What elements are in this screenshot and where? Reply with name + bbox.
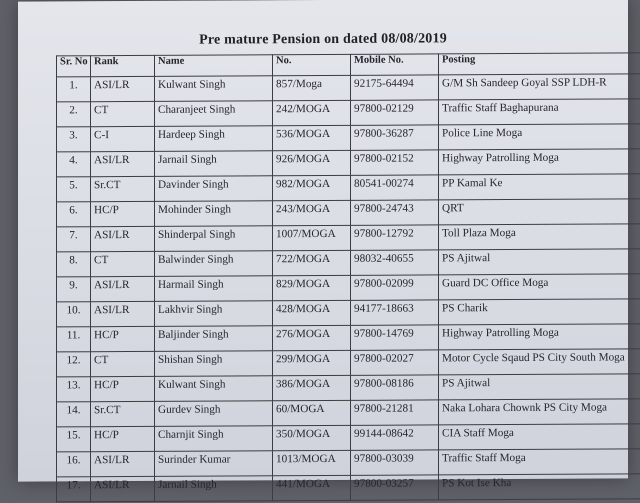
- cell-name: Shishan Singh: [155, 351, 273, 377]
- cell-number: 857/Moga: [273, 75, 351, 100]
- cell-rank: CT: [91, 101, 155, 126]
- cell-number: 926/MOGA: [273, 150, 351, 175]
- cell-posting: Highway Patrolling Moga: [439, 324, 640, 350]
- cell-sr-no: 10.: [57, 302, 91, 327]
- cell-posting: PS Ajitwal: [439, 249, 640, 275]
- table-row: [57, 374, 640, 402]
- header-name: Name: [155, 55, 273, 77]
- cell-mobile: 92175-64494: [351, 75, 439, 100]
- cell-rank: Sr.CT: [91, 401, 155, 426]
- pension-table: [56, 52, 640, 502]
- cell-rank: ASI/LR: [91, 76, 155, 101]
- cell-number: 536/MOGA: [273, 125, 351, 150]
- cell-posting: PS Charik: [439, 299, 640, 325]
- cell-name: Surinder Kumar: [155, 451, 273, 477]
- cell-name: Davinder Singh: [155, 176, 273, 202]
- cell-posting: PS Ajitwal: [439, 374, 640, 400]
- cell-name: Shinderpal Singh: [155, 226, 273, 252]
- cell-sr-no: 12.: [57, 352, 91, 377]
- cell-posting: Traffic Staff Moga: [439, 449, 640, 475]
- cell-posting: Traffic Staff Baghapurana: [439, 99, 640, 125]
- cell-name: Lakhvir Singh: [155, 301, 273, 327]
- cell-number: 428/MOGA: [273, 300, 351, 325]
- document-page: [18, 0, 628, 482]
- cell-rank: ASI/LR: [91, 451, 155, 476]
- cell-sr-no: 4.: [57, 152, 91, 177]
- cell-posting: CIA Staff Moga: [439, 424, 640, 450]
- header-mobile: Mobile No.: [351, 54, 439, 75]
- cell-number: 1013/MOGA: [273, 450, 351, 475]
- table-row: [57, 99, 640, 127]
- cell-number: 1007/MOGA: [273, 225, 351, 250]
- cell-rank: ASI/LR: [91, 151, 155, 176]
- cell-mobile: 97800-24743: [351, 200, 439, 225]
- cell-posting: PP Kamal Ke: [439, 174, 640, 200]
- cell-posting: G/M Sh Sandeep Goyal SSP LDH-R: [439, 74, 640, 100]
- cell-name: Balwinder Singh: [155, 251, 273, 277]
- table-row: [57, 274, 640, 302]
- cell-name: Gurdev Singh: [155, 401, 273, 427]
- cell-number: 242/MOGA: [273, 100, 351, 125]
- cell-name: Jarnail Singh: [155, 476, 273, 502]
- cell-number: 60/MOGA: [273, 400, 351, 425]
- cell-rank: Sr.CT: [91, 176, 155, 201]
- cell-number: 299/MOGA: [273, 350, 351, 375]
- cell-number: 276/MOGA: [273, 325, 351, 350]
- cell-sr-no: 13.: [57, 377, 91, 402]
- cell-mobile: 80541-00274: [351, 175, 439, 200]
- cell-sr-no: 2.: [57, 102, 91, 127]
- table-row: [57, 349, 640, 377]
- cell-sr-no: 11.: [57, 327, 91, 352]
- cell-sr-no: 9.: [57, 277, 91, 302]
- cell-mobile: 97800-08186: [351, 375, 439, 400]
- cell-rank: HC/P: [91, 376, 155, 401]
- table-row: [57, 149, 640, 177]
- cell-posting: Guard DC Office Moga: [439, 274, 640, 300]
- cell-number: 243/MOGA: [273, 200, 351, 225]
- cell-name: Kulwant Singh: [155, 76, 273, 102]
- cell-posting: Motor Cycle Sqaud PS City South Moga: [439, 349, 640, 375]
- cell-mobile: 99144-08642: [351, 425, 439, 450]
- cell-mobile: 97800-12792: [351, 225, 439, 250]
- cell-rank: HC/P: [91, 426, 155, 451]
- cell-name: Jarnail Singh: [155, 151, 273, 177]
- cell-sr-no: 5.: [57, 177, 91, 202]
- cell-sr-no: 15.: [57, 427, 91, 452]
- cell-posting: PS Kot Ise Kha: [439, 474, 640, 500]
- cell-rank: ASI/LR: [91, 276, 155, 301]
- cell-number: 350/MOGA: [273, 425, 351, 450]
- table-row: [57, 449, 640, 477]
- cell-number: 722/MOGA: [273, 250, 351, 275]
- header-sr-no: Sr. No: [57, 56, 91, 77]
- cell-sr-no: 14.: [57, 402, 91, 427]
- cell-mobile: 97800-03257: [351, 475, 439, 500]
- table-row: [57, 399, 640, 427]
- cell-rank: C-I: [91, 126, 155, 151]
- cell-mobile: 97800-02099: [351, 275, 439, 300]
- table-row: [57, 299, 640, 327]
- cell-rank: ASI/LR: [91, 226, 155, 251]
- cell-mobile: 97800-03039: [351, 450, 439, 475]
- cell-posting: Police Line Moga: [439, 124, 640, 150]
- table-row: [57, 74, 640, 102]
- table-row: [57, 224, 640, 252]
- header-number: No.: [273, 54, 351, 75]
- cell-mobile: 97800-21281: [351, 400, 439, 425]
- header-posting: Posting: [439, 53, 640, 75]
- cell-mobile: 97800-02152: [351, 150, 439, 175]
- cell-mobile: 98032-40655: [351, 250, 439, 275]
- header-rank: Rank: [91, 55, 155, 76]
- cell-name: Charanjeet Singh: [155, 101, 273, 127]
- cell-rank: HC/P: [91, 201, 155, 226]
- cell-rank: ASI/LR: [91, 476, 155, 501]
- table-row: [57, 424, 640, 452]
- cell-mobile: 97800-02129: [351, 100, 439, 125]
- cell-rank: CT: [91, 351, 155, 376]
- table-header-row: [57, 53, 640, 77]
- cell-mobile: 97800-36287: [351, 125, 439, 150]
- cell-number: 829/MOGA: [273, 275, 351, 300]
- cell-name: Harmail Singh: [155, 276, 273, 302]
- cell-sr-no: 7.: [57, 227, 91, 252]
- table-row: [57, 124, 640, 152]
- cell-sr-no: 1.: [57, 77, 91, 102]
- cell-posting: QRT: [439, 199, 640, 225]
- cell-sr-no: 3.: [57, 127, 91, 152]
- cell-sr-no: 16.: [57, 452, 91, 477]
- cell-sr-no: 6.: [57, 202, 91, 227]
- table-row: [57, 174, 640, 202]
- table-row: [57, 199, 640, 227]
- cell-name: Kulwant Singh: [155, 376, 273, 402]
- cell-mobile: 94177-18663: [351, 300, 439, 325]
- cell-rank: HC/P: [91, 326, 155, 351]
- cell-sr-no: 17.: [57, 477, 91, 502]
- cell-rank: CT: [91, 251, 155, 276]
- table-row: [57, 249, 640, 277]
- cell-posting: Naka Lohara Chownk PS City Moga: [439, 399, 640, 425]
- cell-number: 982/MOGA: [273, 175, 351, 200]
- cell-mobile: 97800-02027: [351, 350, 439, 375]
- document-title: Pre mature Pension on dated 08/08/2019: [18, 30, 628, 49]
- cell-rank: ASI/LR: [91, 301, 155, 326]
- cell-name: Hardeep Singh: [155, 126, 273, 152]
- cell-mobile: 97800-14769: [351, 325, 439, 350]
- cell-posting: Toll Plaza Moga: [439, 224, 640, 250]
- cell-number: 441/MOGA: [273, 475, 351, 500]
- cell-name: Mohinder Singh: [155, 201, 273, 227]
- cell-sr-no: 8.: [57, 252, 91, 277]
- cell-name: Baljinder Singh: [155, 326, 273, 352]
- table-row: [57, 324, 640, 352]
- cell-posting: Highway Patrolling Moga: [439, 149, 640, 175]
- table-row: [57, 474, 640, 502]
- cell-number: 386/MOGA: [273, 375, 351, 400]
- cell-name: Charnjit Singh: [155, 426, 273, 452]
